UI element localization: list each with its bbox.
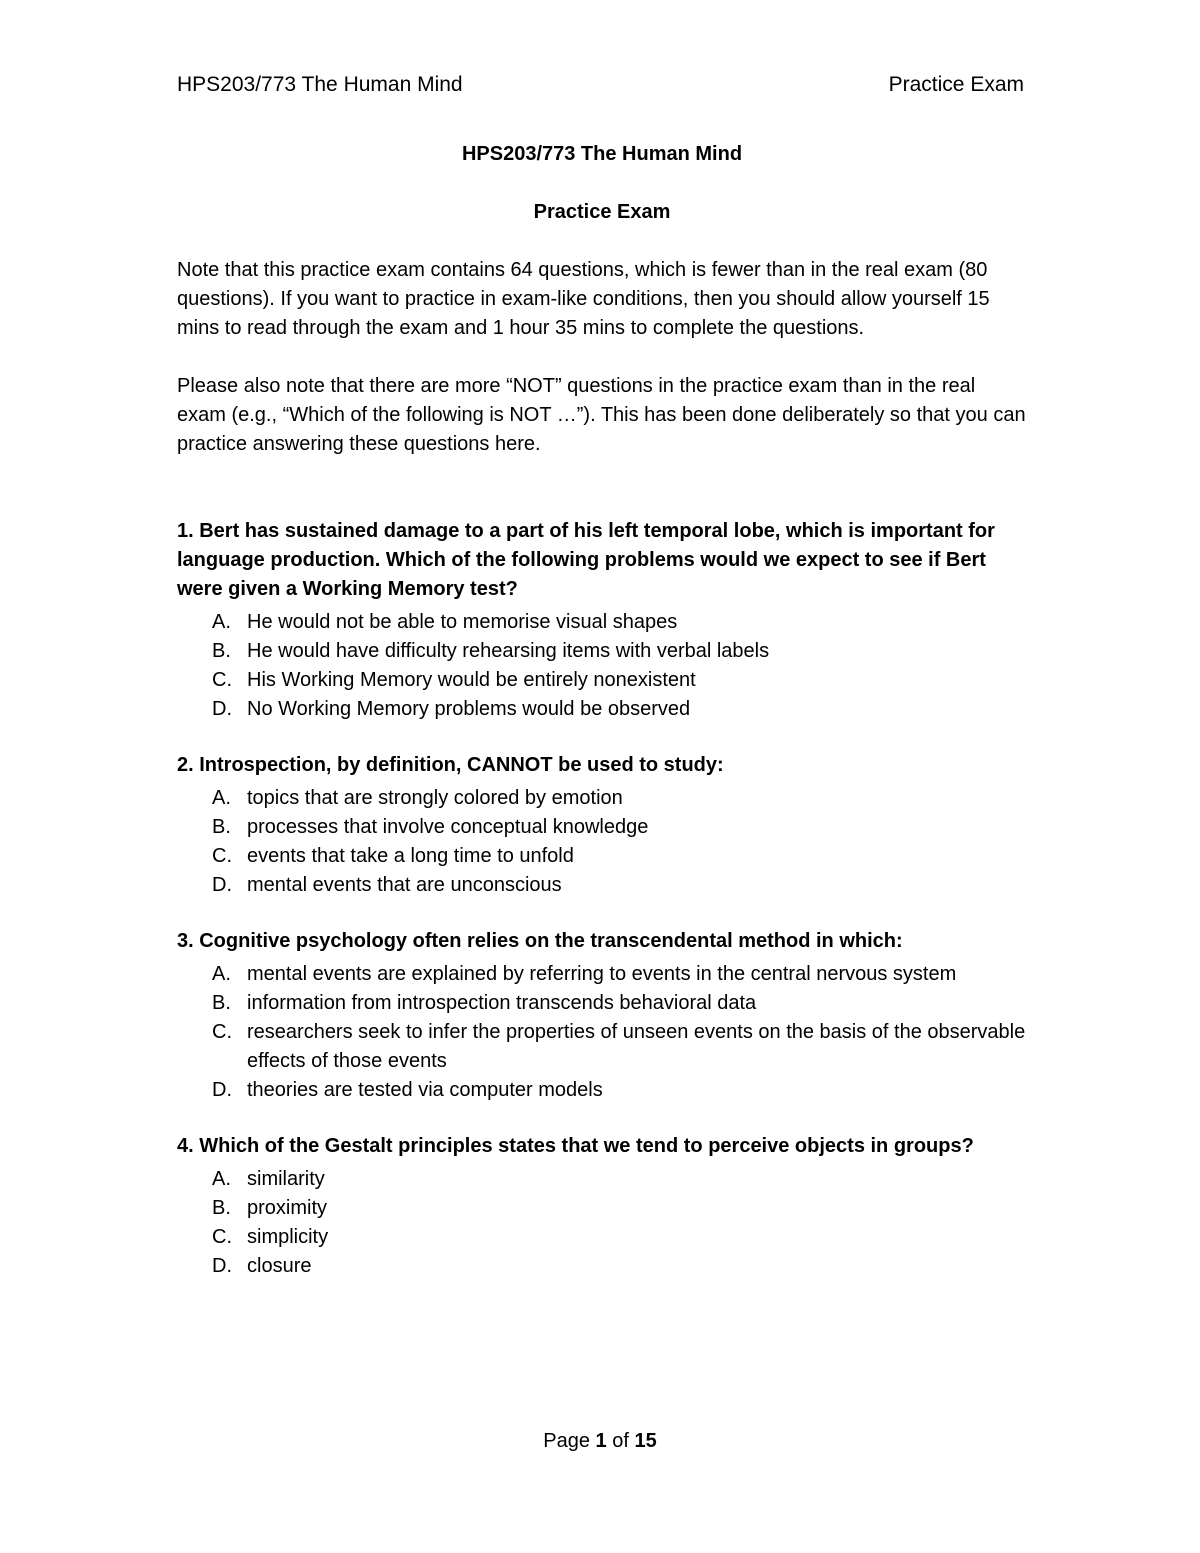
option-text: similarity: [247, 1168, 325, 1190]
intro-paragraph: Note that this practice exam contains 64 questions, which is fewer than in the real exam (80 questions). If you want to practice in exam-like conditions, then you should allow yourself 15 mins to read through the exam and 1 hour 35 mins to complete the questions.: [177, 259, 990, 339]
answer-option: [177, 666, 1027, 695]
option-letter: A.: [212, 611, 231, 633]
option-text: events that take a long time to unfold: [247, 845, 574, 867]
running-header: [177, 70, 1024, 100]
answer-options: [177, 1165, 1027, 1281]
answer-option: [177, 637, 1027, 666]
page-of-label: of: [612, 1430, 629, 1452]
answer-option: [177, 1165, 1027, 1194]
option-text: closure: [247, 1255, 312, 1277]
answer-options: [177, 608, 1027, 724]
document-title: HPS203/773 The Human Mind: [461, 143, 743, 165]
option-text: processes that involve conceptual knowledge: [247, 816, 649, 838]
option-text: researchers seek to infer the properties of unseen events on the basis of the observable effects of those events: [247, 1021, 1026, 1072]
answer-option: [177, 1076, 1027, 1105]
question-4: [177, 1132, 1027, 1281]
answer-options: [177, 784, 1027, 900]
option-letter: D.: [212, 698, 232, 720]
option-letter: A.: [212, 963, 231, 985]
question-stem: 4. Which of the Gestalt principles states that we tend to perceive objects in groups?: [177, 1135, 974, 1157]
option-letter: B.: [212, 992, 231, 1014]
option-letter: C.: [212, 669, 232, 691]
page-footer: [0, 1427, 1200, 1456]
option-text: information from introspection transcends behavioral data: [247, 992, 757, 1014]
answer-option: [177, 1252, 1027, 1281]
answer-option: [177, 842, 1027, 871]
header-course-title: HPS203/773 The Human Mind: [177, 73, 463, 96]
answer-option: [177, 784, 1027, 813]
answer-option: [177, 1018, 1027, 1076]
document-body: [177, 140, 1027, 1308]
option-letter: B.: [212, 816, 231, 838]
option-text: topics that are strongly colored by emotion: [247, 787, 623, 809]
answer-option: [177, 960, 1027, 989]
option-letter: C.: [212, 1021, 232, 1043]
option-text: mental events are explained by referring to events in the central nervous system: [247, 963, 957, 985]
option-letter: D.: [212, 874, 232, 896]
option-text: He would not be able to memorise visual shapes: [247, 611, 678, 633]
question-stem: 2. Introspection, by definition, CANNOT be used to study:: [177, 754, 724, 776]
option-letter: A.: [212, 787, 231, 809]
answer-option: [177, 813, 1027, 842]
document-subtitle: Practice Exam: [533, 201, 671, 223]
option-text: proximity: [247, 1197, 328, 1219]
section-spacer: [177, 488, 1027, 517]
header-doc-type: Practice Exam: [888, 73, 1024, 96]
option-letter: C.: [212, 1226, 232, 1248]
answer-option: [177, 871, 1027, 900]
question-1: [177, 517, 1027, 724]
option-text: No Working Memory problems would be observed: [247, 698, 691, 720]
page-number: 1: [595, 1430, 607, 1452]
option-letter: D.: [212, 1255, 232, 1277]
option-letter: B.: [212, 1197, 231, 1219]
intro-paragraph: Please also note that there are more “NOT” questions in the practice exam than in the real exam (e.g., “Which of the following is NOT …”). This has been done deliberately so that you can practice answering these questions here.: [177, 375, 1026, 455]
answer-option: [177, 1223, 1027, 1252]
option-letter: D.: [212, 1079, 232, 1101]
option-text: His Working Memory would be entirely nonexistent: [247, 669, 696, 691]
question-2: [177, 751, 1027, 900]
option-text: He would have difficulty rehearsing items with verbal labels: [247, 640, 770, 662]
question-3: [177, 927, 1027, 1105]
option-text: simplicity: [247, 1226, 329, 1248]
answer-option: [177, 989, 1027, 1018]
question-stem: 3. Cognitive psychology often relies on the transcendental method in which:: [177, 930, 903, 952]
answer-options: [177, 960, 1027, 1105]
option-letter: C.: [212, 845, 232, 867]
question-stem: 1. Bert has sustained damage to a part of his left temporal lobe, which is important for language production. Which of the following problems would we expect to see if Bert were given a Working Memory test?: [177, 520, 995, 600]
option-letter: B.: [212, 640, 231, 662]
page-label: Page: [543, 1430, 590, 1452]
answer-option: [177, 608, 1027, 637]
option-text: theories are tested via computer models: [247, 1079, 603, 1101]
page-total: 15: [634, 1430, 657, 1452]
answer-option: [177, 695, 1027, 724]
option-text: mental events that are unconscious: [247, 874, 562, 896]
option-letter: A.: [212, 1168, 231, 1190]
answer-option: [177, 1194, 1027, 1223]
